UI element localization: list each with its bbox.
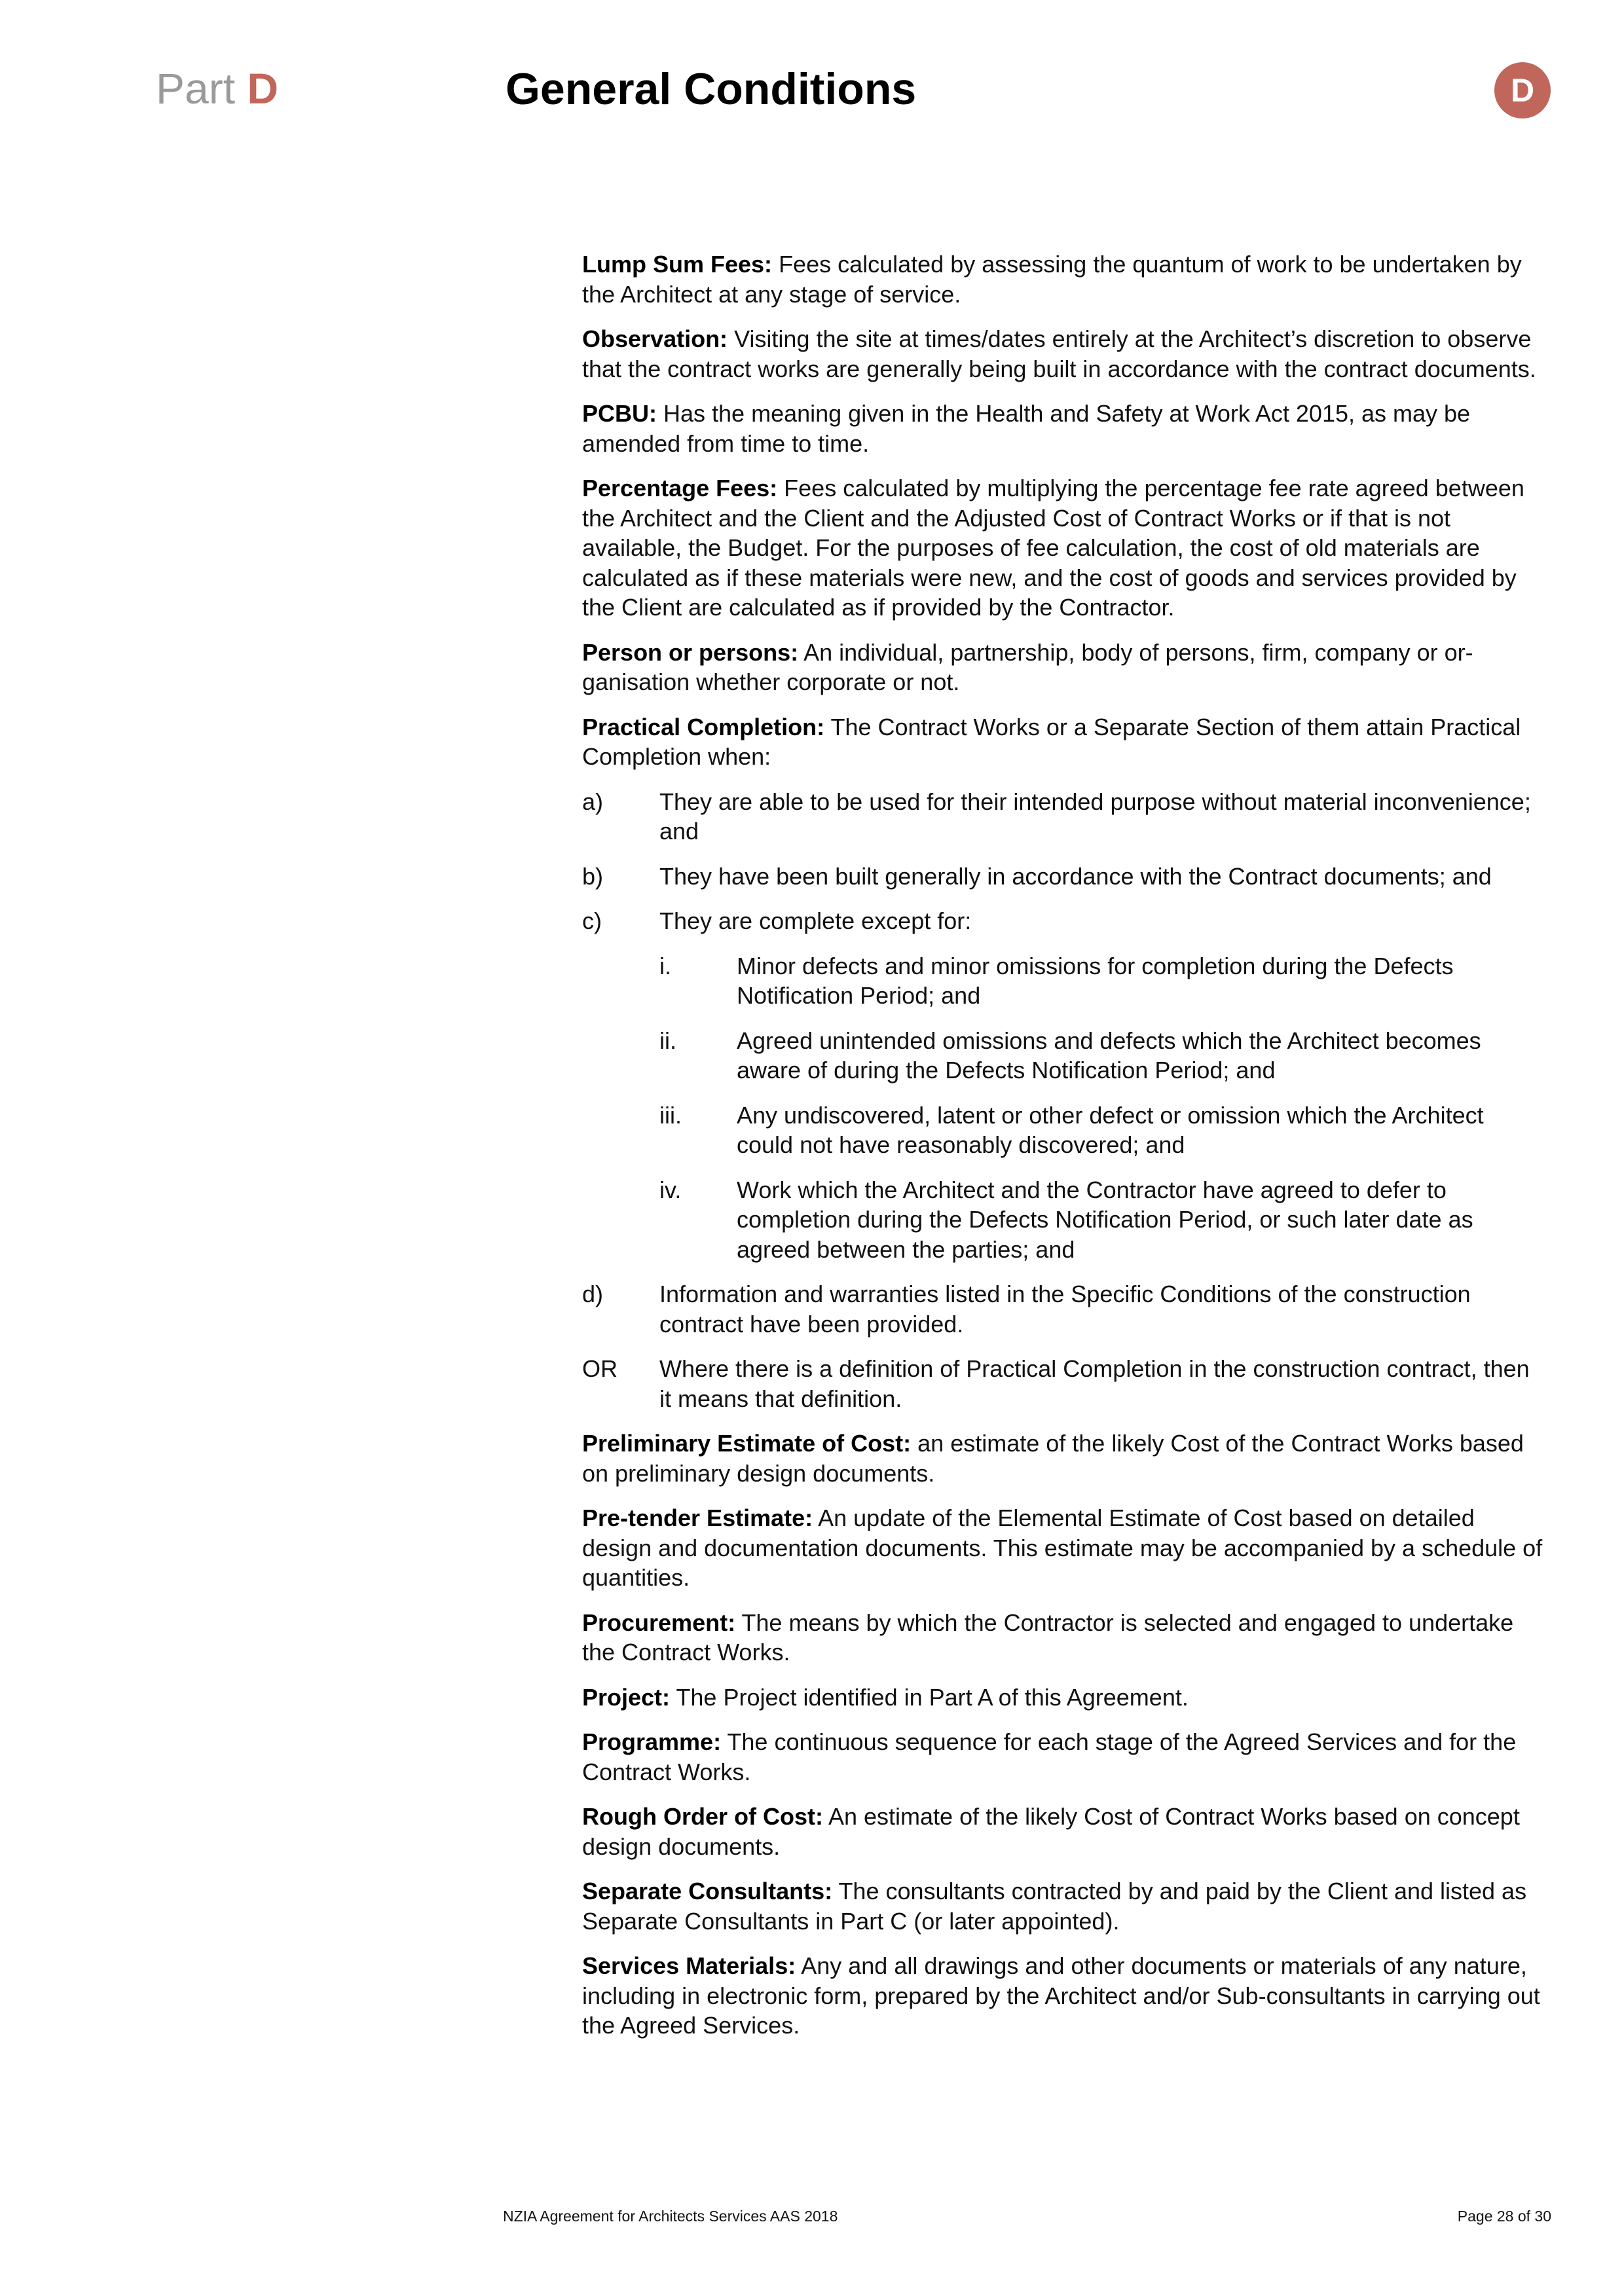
list-label: i. bbox=[659, 952, 671, 979]
list-item-c bbox=[582, 906, 1545, 936]
list-text: They are able to be used for their intended purpose without material inconvenience; and bbox=[659, 788, 1531, 845]
definition-lump-sum-fees bbox=[582, 249, 1545, 309]
definition-term: Pre-tender Estimate: bbox=[582, 1504, 813, 1531]
definition-term: Separate Consultants: bbox=[582, 1878, 833, 1904]
list-text: Information and warranties listed in the Specific Conditions of the construction contract have been provided. bbox=[659, 1281, 1471, 1338]
list-text: Work which the Architect and the Contractor have agreed to defer to completion during the Defects Notification Period, or such later date as agreed between the parties; and bbox=[737, 1176, 1473, 1263]
list-item-or bbox=[582, 1354, 1545, 1413]
definition-term: Services Materials: bbox=[582, 1952, 796, 1979]
definition-term: Observation: bbox=[582, 325, 728, 352]
list-text: Where there is a definition of Practical Completion in the construction contract, then it means that definition. bbox=[659, 1355, 1530, 1412]
list-label: ii. bbox=[659, 1027, 676, 1054]
definition-preliminary-estimate bbox=[582, 1429, 1545, 1488]
list-item-c-iv bbox=[659, 1175, 1545, 1265]
footer-document-title: NZIA Agreement for Architects Services AAS 2018 bbox=[503, 2208, 838, 2225]
definition-term: Procurement: bbox=[582, 1609, 736, 1636]
list-label: d) bbox=[582, 1281, 604, 1307]
definition-text: Any and all drawings and other documents or materials of any nature, including in electronic form, prepared by the Architect and/or Sub-consultants in carrying out the Agreed Services. bbox=[582, 1952, 1540, 2039]
definition-text: The Contract Works or a Separate Section of them attain Practical Completion when: bbox=[582, 713, 1521, 770]
definition-text: An update of the Elemental Estimate of Cost based on detailed design and documentation documents. This estimate may be accompanied by a schedule of quantities. bbox=[582, 1504, 1543, 1591]
definition-services-materials bbox=[582, 1951, 1545, 2041]
definition-rough-order-of-cost bbox=[582, 1802, 1545, 1861]
definition-text: Fees calculated by assessing the quantum of work to be undertaken by the Architect at any stage of service. bbox=[582, 251, 1522, 308]
list-label: iii. bbox=[659, 1101, 682, 1129]
definition-programme bbox=[582, 1727, 1545, 1787]
part-letter: D bbox=[247, 64, 279, 113]
definition-separate-consultants bbox=[582, 1876, 1545, 1936]
definition-pre-tender-estimate bbox=[582, 1503, 1545, 1593]
list-item-d bbox=[582, 1279, 1545, 1339]
list-text: They are complete except for: bbox=[659, 907, 972, 934]
page-title: General Conditions bbox=[506, 64, 917, 114]
definition-term: Person or persons: bbox=[582, 638, 799, 666]
list-text: Any undiscovered, latent or other defect or omission which the Architect could not have reasonably discovered; and bbox=[737, 1101, 1484, 1158]
definition-text: The Project identified in Part A of this Agreement. bbox=[676, 1683, 1189, 1711]
list-item-c-iii bbox=[659, 1101, 1545, 1160]
definition-term: Programme: bbox=[582, 1728, 722, 1755]
definition-project bbox=[582, 1683, 1545, 1713]
definition-text: The consultants contracted by and paid by the Client and listed as Separate Consultants in Part C (or later appointed). bbox=[582, 1878, 1527, 1935]
list-item-b bbox=[582, 862, 1545, 892]
part-word: Part bbox=[156, 64, 236, 113]
definition-term: Percentage Fees: bbox=[582, 475, 778, 501]
definition-text: An individual, partnership, body of persons, firm, company or organisation whether corporate or not. bbox=[582, 638, 1473, 695]
list-item-c-ii bbox=[659, 1026, 1545, 1085]
definition-percentage-fees bbox=[582, 473, 1545, 623]
definition-practical-completion bbox=[582, 712, 1545, 772]
list-label: a) bbox=[582, 788, 604, 815]
part-badge: D bbox=[1494, 62, 1551, 118]
definition-person-or-persons bbox=[582, 638, 1545, 697]
document-body bbox=[582, 249, 1545, 2056]
footer-page-number: Page 28 of 30 bbox=[1457, 2208, 1551, 2225]
list-text: They have been built generally in accordance with the Contract documents; and bbox=[659, 862, 1492, 890]
definition-term: Lump Sum Fees: bbox=[582, 251, 773, 278]
list-item-a bbox=[582, 787, 1545, 847]
list-text: Agreed unintended omissions and defects which the Architect becomes aware of during the Defects Notification Period; and bbox=[737, 1027, 1481, 1084]
part-label bbox=[156, 64, 279, 113]
list-item-c-i bbox=[659, 951, 1545, 1011]
list-label: b) bbox=[582, 862, 604, 890]
definition-text: Fees calculated by multiplying the percentage fee rate agreed between the Architect and the Client and the Adjusted Cost of Contract Works or if that is not available, the Budget. For the purposes of fee calculation, the cost of old materials are calculated as if these materials were new, and the cost of goods and services provided by the Client are calculated as if provided by the Contractor. bbox=[582, 475, 1524, 621]
list-label: OR bbox=[582, 1355, 618, 1382]
definition-term: Project: bbox=[582, 1683, 671, 1711]
definition-text: an estimate of the likely Cost of the Contract Works based on preliminary design documents. bbox=[582, 1430, 1524, 1487]
list-text: Minor defects and minor omissions for completion during the Defects Notification Period; and bbox=[737, 952, 1454, 1009]
list-label: c) bbox=[582, 907, 602, 934]
definition-procurement bbox=[582, 1608, 1545, 1667]
definition-term: PCBU: bbox=[582, 400, 657, 427]
definition-text: Has the meaning given in the Health and Safety at Work Act 2015, as may be amended from time to time. bbox=[582, 400, 1471, 457]
definition-text: Visiting the site at times/dates entirely at the Architect’s discretion to observe that the contract works are generally being built in accordance with the contract documents. bbox=[582, 325, 1536, 382]
definition-observation bbox=[582, 324, 1545, 384]
definition-pcbu bbox=[582, 399, 1545, 458]
definition-term: Practical Completion: bbox=[582, 713, 825, 740]
definition-term: Rough Order of Cost: bbox=[582, 1803, 823, 1830]
definition-text: The continuous sequence for each stage of the Agreed Services and for the Contract Works. bbox=[582, 1728, 1517, 1785]
definition-term: Preliminary Estimate of Cost: bbox=[582, 1430, 912, 1457]
definition-text: An estimate of the likely Cost of Contract Works based on concept design documents. bbox=[582, 1803, 1520, 1860]
definition-text: The means by which the Contractor is selected and engaged to undertake the Contract Works. bbox=[582, 1609, 1514, 1666]
list-label: iv. bbox=[659, 1176, 682, 1203]
